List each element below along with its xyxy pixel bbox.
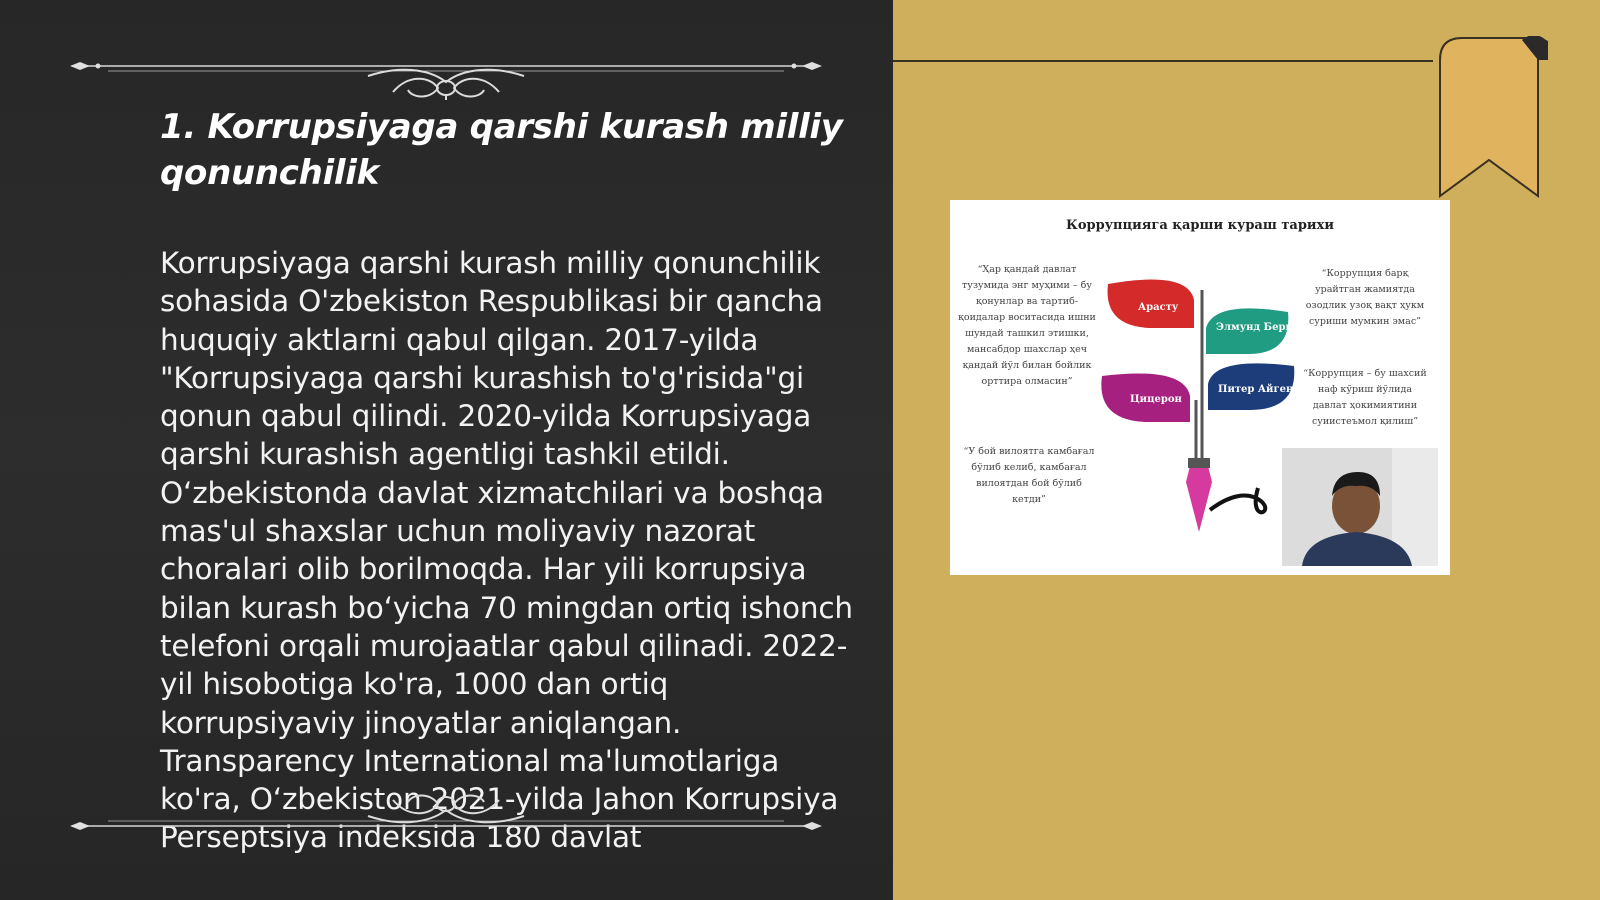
quote-burke: “Коррупция барқ урайтган жамиятда озодлик узоқ вақт ҳукм суриши мумкин эмас”	[1305, 268, 1425, 327]
pen-nib	[1186, 466, 1212, 532]
leaf-label-cicero: Цицерон	[1130, 394, 1182, 405]
quote-cicero: “У бой вилоятга камбағал бўлиб келиб, камбағал вилоятдан бой бўлиб кетди”	[963, 446, 1095, 505]
embedded-slide-image	[950, 200, 1450, 575]
bookmark-icon	[1438, 36, 1548, 206]
slide-title: 1. Korrupsiyaga qarshi kurash milliy qonunchilik	[160, 107, 843, 193]
quote-aristotle: “Ҳар қандай давлат тузумида энг муҳими – бу қонунлар ва тартиб-қоидалар воситасида ишни шундай ташкил этишки, мансабдор шахслар ҳеч қандай йўл билан бойлик орттира олмасин”	[958, 264, 1096, 387]
ornament-top	[68, 40, 824, 100]
leaf-label-eigen: Питер Айген	[1218, 384, 1294, 395]
right-panel	[893, 0, 1600, 900]
embedded-slide-title: Коррупцияга қарши кураш тарихи	[1066, 218, 1334, 233]
presenter-video	[1282, 448, 1438, 566]
presenter-person-icon	[1282, 448, 1438, 566]
quote-eigen: “Коррупция – бу шахсий наф кўриш йўлида давлат ҳокимиятини суиистеъмол қилиш”	[1303, 368, 1427, 427]
leaf-label-aristotle: Арасту	[1138, 302, 1179, 313]
ornament-bottom	[68, 772, 824, 832]
leaf-label-burke: Элмунд Берк	[1216, 322, 1293, 333]
leaf-pen-diagram	[1098, 270, 1298, 540]
slide-body: Korrupsiyaga qarshi kurash milliy qonunchilik sohasida O'zbekiston Respublikasi bir qancha huquqiy aktlarni qabul qilgan. 2017-yilda "Korrupsiyaga qarshi kurashish to'g'risida"gi qonun qabul qilindi. 2020-yilda Korrupsiyaga qarshi kurashish agentligi tashkil etildi. O‘zbekistonda davlat xizmatchilari va boshqa mas'ul shaxslar uchun moliyaviy nazorat choralari olib borilmoqda. Har yili korrupsiya bilan kurash bo‘yicha 70 mingdan ortiq ishonch telefoni orqali murojaatlar qabul qilinadi. 2022-yil hisobotiga ko'ra, 1000 dan ortiq korrupsiyaviy jinoyatlar aniqlangan. Transparency International ma'lumotlariga ko'ra, O‘zbekiston 2021-yilda Jahon Korrupsiya Perseptsiya indeksida 180 davlat	[160, 246, 853, 855]
divider-line	[893, 60, 1433, 62]
